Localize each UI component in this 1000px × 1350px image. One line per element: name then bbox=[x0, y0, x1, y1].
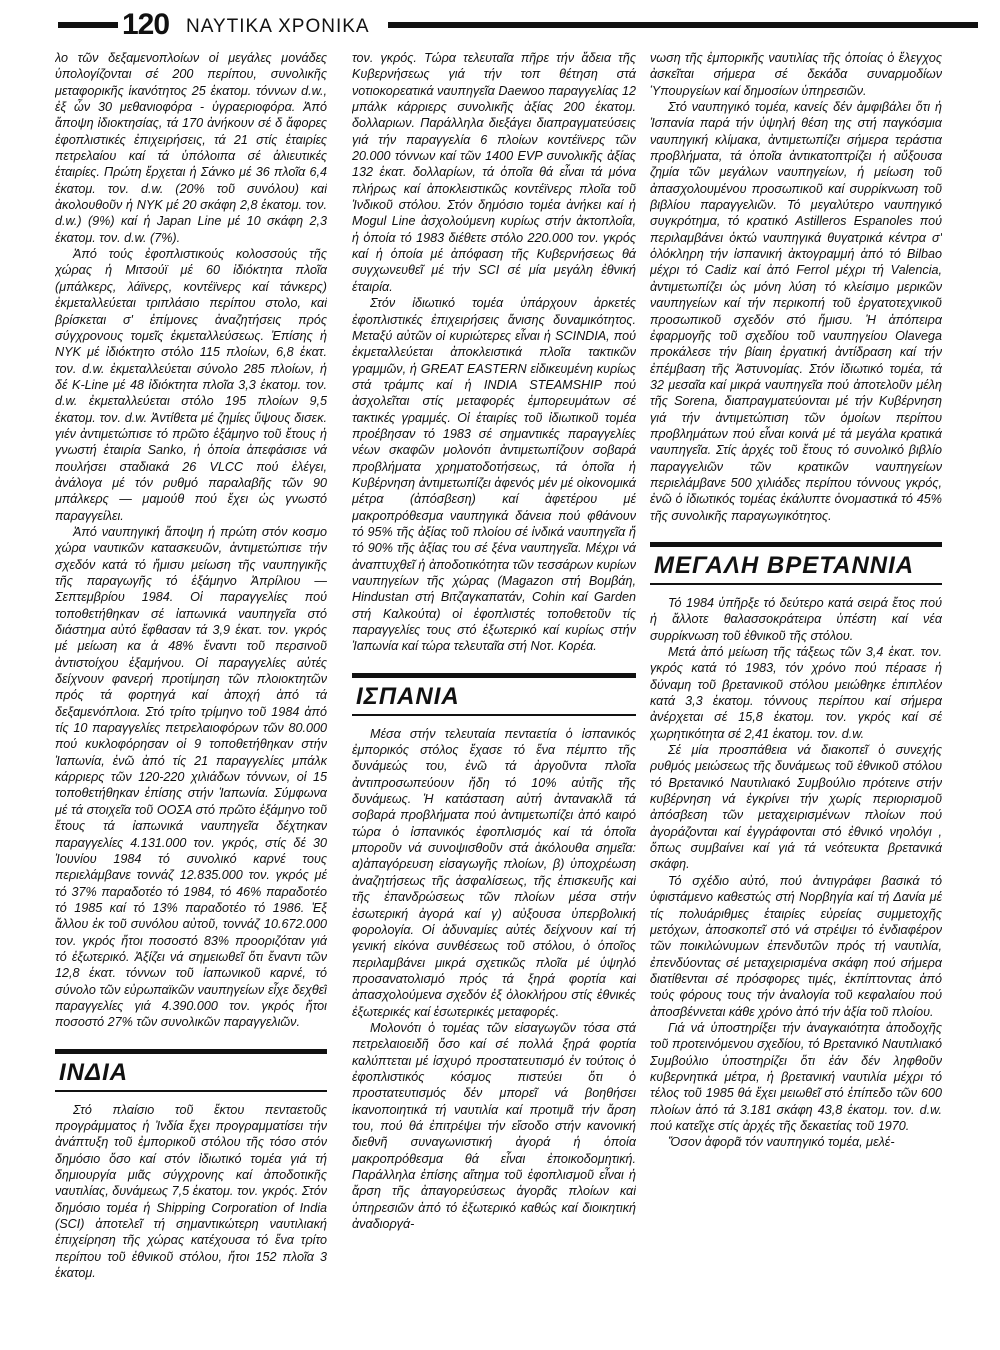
paragraph: Μετά ἀπό μείωση τῆς τάξεως τῶν 3,4 ἑκατ. τον. γκρός κατά τό 1983, τόν χρόνο πού πέρασε ἡ δύναμη τοῦ βρετανικοῦ στόλου μειώθηκε ἐπιπλέον κατά 3,3 ἑκατομ. τόννους περίπου καί σήμερα ἀνέρχεται σέ 15,8 ἑκατομ. τον. γκρός καί σέ χωρητικότητα σέ 2,41 ἑκατομ. τον. d.w. bbox=[650, 645, 942, 741]
paragraph: νωση τῆς ἐμπορικῆς ναυτιλίας τῆς ὁποίας ὁ ἔλεγχος ἀσκεῖται σήμερα σέ δεκάδα συναρμοδίων Ὑπουργείων καί δημοσίων ὑπηρεσιῶν. bbox=[650, 51, 942, 98]
column-3 bbox=[650, 50, 942, 1320]
page-number: 120 bbox=[122, 8, 170, 41]
paragraph: Ἀπό ναυπηγική ἄποψη ἡ πρώτη στόν κοσμο χώρα ναυτικῶν κατασκευῶν, ἀντιμετώπισε τήν σχεδόν κατά τό ἥμισυ μείωση τῆς ναυπηγικῆς τῆς παραγωγῆς τό ἑξάμηνο Ἀπρίλιου — Σεπτεμβρίου 1984. Οἱ παραγγελίες πού τοποθετήθηκαν σέ ἰαπωνικά ναυπηγεῖα στό διάστημα αὐτό ἔφθασαν τά 3,9 ἑκατ. τον. γκρός μέ μείωση κα ἁ 48% ἔναντι τοῦ περσινοῦ ἀντιστοίχου ἑξαμήνου. Οἱ παραγγελίες αὐτές δείχνουν φανερή προτίμηση τῶν πλοιοκτητῶν πρός τά φορτηγά καί ἀποχή ἀπό τά δεξαμενόπλοια. Στό τρίτο τρίμηνο τοῦ 1984 ἀπό τίς 10 παραγγελίες πετρελαιοφόρων τῶν 80.000 πού κυκλοφόρησαν οἱ 9 τοποθετήθηκαν στήν Ἰαπωνία, ἐνῶ ἀπό τίς 21 παραγγελίες μπάλκ κάρριερς τῶν 120-220 χιλιάδων τόννων, οἱ 15 τοποθετήθηκαν ἐπίσης στήν Ἰαπωνία. Σύμφωνα μέ τά στοιχεῖα τοῦ ΟΟΣΑ στό πρῶτο ἑξάμηνο τοῦ ἔτους τά ἰαπωνικά ναυπηγεῖα δέχτηκαν παραγγελίες 4.131.000 τον. γκρός, στίς δέ 30 Ἰουνίου 1984 τό συνολικό καρνέ τους περιελάμβανε τοννάζ 12.835.000 τον. γκρός μέ τό 37% παραδοτέο τό 1984, τό 46% παραδοτέο τό 1985 καί τό 13% παραδοτέο τό 1986. Ἐξ ἄλλου ἐκ τοῦ συνόλου αὐτοῦ, τοννάζ 10.672.000 τον. γκρός ἤτοι ποσοστό 83% προοριζόταν γιά τό ἐξωτερικό. Ἀξίζει νά σημειωθεῖ ὅτι ἔναντι τῶν 12,8 ἑκατ. τόννων τοῦ ἰαπωνικοῦ καρνέ, τό σύνολο τῶν εὐρωπαϊκῶν ναυπηγείων εἶχε δεχθεῖ παραγγελίες γιά 4.390.000 τον. γκρός ἤτοι ποσοστό 27% τῶν συνολικῶν παραγγελιῶν. bbox=[55, 524, 327, 1030]
column-1 bbox=[55, 50, 327, 1320]
section-header-spain bbox=[352, 673, 636, 716]
publication-title: ΝΑΥΤΙΚΑ ΧΡΟΝΙΚΑ bbox=[186, 16, 370, 37]
section-header-india bbox=[55, 1049, 327, 1092]
section-header-great-britain bbox=[650, 542, 942, 585]
header-rule-left bbox=[58, 22, 118, 28]
paragraph: Τό σχέδιο αὐτό, πού ἀντιγράφει βασικά τό ὑφιστάμενο καθεστώς στή Νορβηγία καί τή Δανία μέ τίς πολυάριθμες ἑταιρίες εὐρείας συμμετοχῆς μετόχων, ἀποσκοπεῖ στό νά στρέψει τό ἐνδιαφέρον τῶν ποικιλώνυμων ἐπενδυτῶν πρός τή ναυτιλία, ἐπενδύοντας σέ μεταχειρισμένα σκάφη πού σήμερα διατίθενται σέ πρόσφορες τιμές, ἐκπίπτοντας ἀπό τούς φόρους τους τήν ἀναλογία τοῦ κεφαλαίου πού ἀποσβέννεται κάθε χρόνο ἀπό τήν ἀξία τοῦ πλοίου. bbox=[650, 873, 942, 1019]
section-title: ΙΝΔΙΑ bbox=[59, 1058, 129, 1086]
paragraph: Μέσα στήν τελευταία πενταετία ὁ ἰσπανικός ἐμπορικός στόλος ἔχασε τό ἕνα πέμπτο τῆς δυνάμεώς του, ἐνῶ τά ἀργοῦντα πλοῖα ἀντιπροσωπεύουν ἤδη τό 10% αὐτῆς τῆς δυνάμεως. Ἡ κατάσταση αὐτή ἀντανακλᾶ τά σοβαρά προβλήματα πού ἀντιμετωπίζει ἀπό καιρό τώρα ὁ ἰσπανικός ἐφοπλισμός καί τά ὁποῖα μποροῦν νά συνοψισθοῦν στά ἀκόλουθα σημεῖα: α)ἀπαγόρευση εἰσαγωγῆς πλοίων, β) ὑποχρέωση ἀναζητήσεως τῆς ἀσφαλίσεως, τῆς ἐπισκευῆς καί τῆς ἐπανδρώσεως τῶν πλοίων μέσα στήν ἐσωτερική ἀγορά καί γ) αὐξουσα ὑπερβολική φορολογία. Οἱ ἀδυναμίες αὐτές δείχνουν καί τή γενική εἰκόνα συνθέσεως τοῦ στόλου, ὁ ὁποῖος περιλαμβάνει μικρά σχετικῶς πλοῖα μέ ὑψηλό προσανατολισμό πρός τά ξηρά φορτία καί ἀπασχολούμενα σχεδόν ἐξ ὁλοκλήρου στίς ἐθνικές ἐξωτερικές καί ἐσωτερικές μεταφορές. bbox=[352, 726, 636, 1019]
header-rule-right bbox=[388, 22, 978, 28]
paragraph: Ὅσον ἀφορᾶ τόν ναυπηγικό τομέα, μελέ- bbox=[668, 1135, 895, 1150]
paragraph: Γιά νά ὑποστηρίξει τήν ἀναγκαιότητα ἀποδοχῆς τοῦ προτεινόμενου σχεδίου, τό Βρετανικό Ναυτιλιακό Συμβούλιο ὑποστηρίζει ὅτι ἐάν δέν ληφθοῦν κυβερνητικά μέτρα, ἡ βρετανική ναυτιλία μέχρι τό τέλος τοῦ 1985 θά ἔχει μειωθεῖ στό ἐπίπεδο τῶν 600 πλοίων ἀπό τά 3.181 σκάφη 43,8 ἑκατομ. τον. d.w. πού κατεῖχε στίς ἀρχές τῆς δεκαετίας τοῦ 1970. bbox=[650, 1020, 942, 1133]
paragraph: τον. γκρός. Τώρα τελευταῖα πῆρε τήν ἄδεια τῆς Κυβερνήσεως γιά τήν τοπ θέτηση στά νοτιοκορεατικά ναυπηγεῖα Daewoo παραγγελίας 12 μπάλκ κάρριερς συνολικῆς ἀξίας 200 ἑκατομ. δολλαριων. Παράλληλα διεξάγει διαπραγματεύσεις γιά τήν παραγγελία 6 πλοίων κοντέϊνερς τῶν 20.000 τόννων καί τῶν 1400 EVP συνολικῆς ἀξίας 132 ἑκατ. δολλαρίων, τά ὁποῖα θά εἶναι τά μόνα πλήρως καί ἀποκλειστικῶς κοντέϊνερς πλοῖα τοῦ Ἰνδικοῦ στόλου. Στόν δημόσιο τομέα ἀνήκει καί ἡ Mogul Line ἀσχολούμενη κυρίως στήν ἀκτοπλοΐα, ἡ ὁποία τό 1983 διέθετε στόλο 220.000 τον. γκρός καί ἡ ὁποία μέ ἀπόφαση τῆς Κυβερνήσεως θά συγχωνευθεῖ μέ τήν SCI σέ μία μεγάλη ἐθνική ἑταιρία. bbox=[352, 51, 636, 294]
page-header bbox=[58, 8, 978, 44]
column-2 bbox=[352, 50, 636, 1320]
section-title: ΜΕΓΑΛΗ ΒΡΕΤΑΝΝΙΑ bbox=[654, 551, 915, 579]
paragraph: λο τῶν δεξαμενοπλοίων οἱ μεγάλες μονάδες ὑπολογίζονται σέ 200 περίπου, συνολικῆς μεταφορικῆς ἱκανότητος 25 ἑκατομ. τόννων d.w., ἐξ ὧν 30 μεθανιοφόρα - ὑγραεριοφόρα. Ἀπό ἄποψη ἰδιοκτησίας, τά 170 ἀνήκουν σέ δ ἄφορες ἐφοπλιστικές ἐπιχειρήσεις, τά 21 στίς ἑταιρίες πετρελαίου καί τά ὑπόλοιπα σέ ἁλιευτικές ἑταιρίες. Πρώτη ἔρχεται ἡ Σάνκο μέ 36 πλοῖα 6,4 ἑκατομ. τον. d.w. (20% τοῦ συνόλου) καί ἀκολουθοῦν ἡ NYK μέ 20 σκάφη 2,8 ἑκατομ. τον. d.w.) (9%) καί ἡ Japan Line μέ 10 σκάφη 2,3 ἑκατομ. τον. d.w. (7%). bbox=[55, 51, 327, 245]
paragraph: Στό ναυπηγικό τομέα, κανείς δέν ἀμφιβάλει ὅτι ἡ Ἰσπανία παρά τήν ὑψηλή θέση της στή παγκόσμια ναυπηγική κλίμακα, ἀντιμετωπίζει σήμερα τεράστια προβλήματα, τά ὁποῖα ἀντικατοπτρίζει ἡ αὔξουσα ζημία τῶν μεγάλων ναυπηγείων, ἡ μείωση τοῦ ἀπασχολουμένου προσωπικοῦ καί συρρίκνωση τοῦ βιβλίου παραγγελιῶν. Τό μεγαλύτερο ναυπηγικό συγκρότημα, τό κρατικό Astilleros Espanoles πού περιλαμβάνει ὀκτώ ναυπηγικά θυγατρικά κέντρα σ' ὁλόκληρη τήν ἰσπανική ἀκτογραμμή ἀπό τό Bilbao μέχρι τό Cadiz καί ἀπό Ferrol μέχρι τή Valencia, ἀντιμετωπίζει ὡς μόνη λύση τό κλείσιμο μερικῶν ναυπηγείων καί τήν περικοπή τοῦ ἐργατοτεχνικοῦ προσωπικοῦ σχεδόν στό ἥμισυ. Ἡ ἀπόπειρα ἐφαρμογῆς τοῦ σχεδίου τοῦ ναυπηγείου Olavega προκάλεσε τήν βίαιη ἐργατική ἀντίδραση καί τήν ἐπέμβαση τῆς Ἀστυνομίας. Στόν ἰδιωτικό τομέα, τά 32 μεσαῖα καί μικρά ναυπηγεῖα πού ἀποτελοῦν μέλη τῆς Sorena, διαπραγματεύονται μέ τήν Κυβέρνηση γιά τήν ἀντιμετώπιση τῶν ὁμοίων περίπου προβλημάτων πού εἶναι κοινά μέ τά μεγάλα κρατικά ναυπηγεῖα. Στίς ἀρχές τοῦ ἔτους τό συνολικό βιβλίο παραγγελιῶν τῶν κρατικῶν ναυπηγείων περιελάμβανε 500 χιλιάδες περίπου τόννους γκρός, ἐνῶ ὁ ἰδιωτικός τομέας ἐκάλυπτε ὀνομαστικά τό 45% τῆς συνολικῆς παραγωγικότητος. bbox=[650, 100, 942, 523]
section-title: ΙΣΠΑΝΙΑ bbox=[356, 682, 460, 710]
paragraph: Σέ μία προσπάθεια νά διακοπεῖ ὁ συνεχής ρυθμός μειώσεως τῆς δυνάμεως τοῦ ἐθνικοῦ στόλου τό Βρετανικό Ναυτιλιακό Συμβούλιο πρότεινε στήν κυβέρνηση νά ἐγκρίνει τήν χωρίς περιορισμοῦ ἀπόσβεση τῶν μεταχειρισμένων πλοίων πού ἀγοράζονται καί ἐγγράφονται στό ἐθνικό νηολόγι , ὅπως συμβαίνει καί γιά τά νεότευκτα βρετανικά σκάφη. bbox=[650, 743, 942, 872]
paragraph: Στό πλαίσιο τοῦ ἕκτου πενταετοῦς προγράμματος ἡ Ἰνδία ἔχει προγραμματίσει τήν ἀνάπτυξη τοῦ ἐμπορικοῦ στόλου τῆς τόσο στόν δημόσιο ὅσο καί στόν ἰδιωτικό τομέα γιά τή δημιουργία μιᾶς σύγχρονης καί ἀποδοτικῆς ναυτιλίας, δυνάμεως 7,5 ἑκατομ. τον. γκρός. Στόν δημόσιο τομέα ἡ Shipping Corporation of India (SCI) ἀποτελεῖ τή σημαντικώτερη ναυτιλιακή ἐπιχείρηση τῆς χώρας κατέχουσα τό ἕνα τρίτο περίπου τοῦ ἐθνικοῦ στόλου, ἤτοι 152 πλοῖα 3 ἑκατομ. bbox=[55, 1102, 327, 1281]
paragraph: Τό 1984 ὑπῆρξε τό δεύτερο κατά σειρά ἔτος πού ἡ ἄλλοτε θαλασσοκράτειρα ὑπέστη καί νέα συρρίκνωση τοῦ ἐθνικοῦ τῆς στόλου. bbox=[650, 595, 942, 643]
paragraph: Ἀπό τούς ἐφοπλιστικούς κολοσσούς τῆς χώρας ἡ Μιτσούϊ μέ 60 ἰδιόκτητα πλοῖα (μπάλκερς, λάϊνερς, κοντέϊνερς καί τάνκερς) ἐκμεταλλεύεται τριπλάσιο περίπου στολο, καί βρίσκεται σ' ἐπίμονες ἀναζητήσεις πρός σύγχρονους τομεῖς ἐκμεταλλεύσεως. Ἐπίσης ἡ NYK μέ ἰδιόκτητο στόλο 115 πλοίων, 6,8 ἑκατ. τον. d.w. ἐκμεταλλεύεται σύνολο 285 πλοίων, ἡ δέ K-Line μέ 48 ἰδιόκτητα πλοῖα 3,3 ἑκατομ. τον. d.w. ἐκμεταλλεύεται στόλο 195 πλοίων 9,5 ἑκατομ. τον. d.w. Ἀντίθετα μέ ζημίες ὕψους δισεκ. γιέν ἀντιμετώπισε τό πρῶτο ἑξάμηνο τοῦ ἔτους ἡ γνωστή ἑταιρία Sanko, ἡ ὁποία ἀπεφάσισε νά πουλήσει σταδιακά 26 VLCC πού ἐλέγει, ἀνάλογα μέ τόν ρυθμό παραλαβῆς τῶν 90 μπάλκερς — μαμούθ πού ἔχει ὡς γνωστό παραγγείλει. bbox=[55, 247, 327, 523]
paragraph: Μολονότι ὁ τομέας τῶν εἰσαγωγῶν τόσα στά πετρελαιοειδῆ ὅσο καί σέ πολλά ξηρά φορτία καλύπτεται μέ ἰσχυρό προστατευτισμό ἐν τούτοις ὁ ἐφοπλιστικός κόσμος πιστεύει ὅτι ὁ προστατευτισμός δέν μπορεῖ νά βοηθήσει ἱκανοποιητικά τή ναυτιλία καί προτιμᾶ τήν ἄρση του, πού θά ἐπιτρέψει τήν εἴσοδο στήν κανονική διεθνῆ συναγωνιστική ἀγορά ἡ ὁποία μακροπρόθεσμα θά εἶναι ἐποικοδομητική. Παράλληλα ἐπίσης αἴτημα τοῦ ἐφοπλισμοῦ εἶναι ἡ ἄρση τῆς ἀπαγορεύσεως ἀγορᾶς πλοίων καί ὑπηρεσιῶν ἀπό τό ἐξωτερικό καθώς καί διοικητική ἀναδιοργά- bbox=[352, 1020, 636, 1232]
paragraph: Στόν ἰδιωτικό τομέα ὑπάρχουν ἀρκετές ἐφοπλιστικές ἐπιχειρήσεις ἄνισης δυναμικότητος. Μεταξύ αὐτῶν οἱ κυριώτερες εἶναι ἡ SCINDIA, πού ἐκμεταλλεύεται ἀποκλειστικά πλοῖα τακτικῶν γραμμῶν, ἡ GREAT EASTERN εἰδικευμένη κυρίως στά τράμπς καί ἡ INDIA STEAMSHIP πού ἀσχολεῖται στίς μεταφορές ἐμπορευμάτων σέ τακτικές γραμμές. Οἱ ἑταιρίες τοῦ ἰδιωτικοῦ τομέα προέβησαν τό 1983 σέ σημαντικές παραγγελίες νέων σκαφῶν μολονότι ἀντιμετωπίζουν σοβαρά προβλήματα χρηματοδοτήσεως, τά ὁποῖα ἡ Κυβέρνηση ἀντιμετωπίζει ἀφενός μέν μέ οἰκονομικά μέτρα (ἀπόσβεση) καί ἀφετέρου μέ μακροπρόθεσμα ναυπηγικά δάνεια πού φθάνουν τό 95% τῆς ἀξίας τοῦ πλοίου σέ ἰνδικά ναυπηγεῖα ἤ τό 90% τῆς ἀξίας του σέ ξένα ναυπηγεῖα. Μέχρι νά ἀναπτυχθεῖ ἡ ἀποδοτικότητα τῶν τεσσάρων κυρίων ναυπηγείων τῆς χώρας (Magazon στή Βομβάη, Hindustan στή Βιτζαγκαπατάν, Cohin καί Garden στή Καλκούτα) οἱ ἐφοπλιστές τοποθετοῦν τίς παραγγελίες τους στό ἐξωτερικό καί κυρίως στήν Ἰαπωνία καί τώρα τελευταῖα στή Νοτ. Κορέα. bbox=[352, 296, 636, 654]
